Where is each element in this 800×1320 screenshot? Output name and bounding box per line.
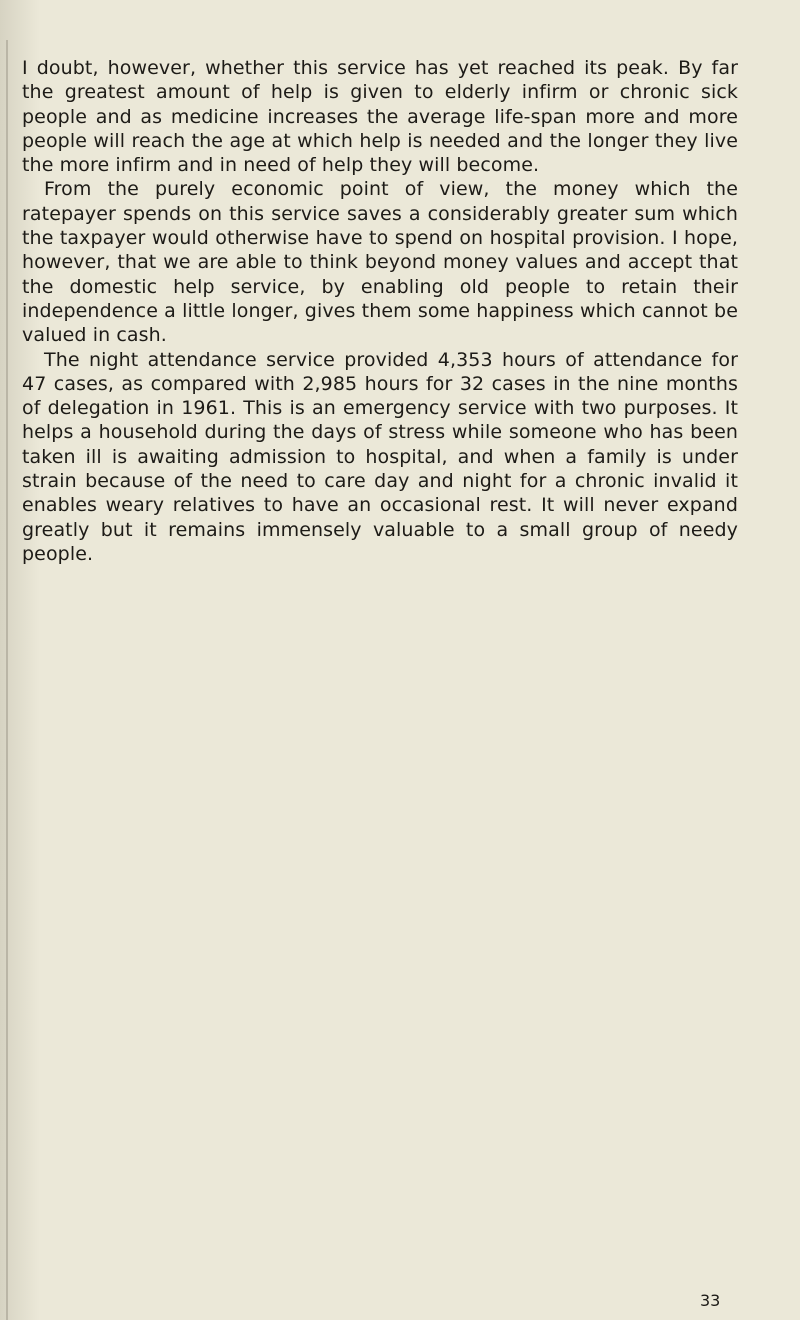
binding-gutter: [6, 40, 8, 1320]
paragraph-1: I doubt, however, whether this service has yet reached its peak. By far the greatest amount of help is given to elderly infirm or chronic sick people and as medicine increases the average life-span more and more people will reach the age at which help is needed and the longer they live the more infirm and in need of help they will become.: [22, 57, 738, 177]
paragraph-3: The night attendance service provided 4,353 hours of attendance for 47 cases, as compared with 2,985 hours for 32 cases in the nine months of delegation in 1961. This is an emergency service with two purposes. It helps a household during the days of stress while someone who has been taken ill is awaiting admission to hospital, and when a family is under strain because of the need to care day and night for a chronic invalid it enables weary relatives to have an occasional rest. It will never expand greatly but it remains immensely valuable to a small group of needy people.: [22, 348, 738, 565]
page-number: 33: [700, 1291, 721, 1310]
body-text: [22, 56, 738, 566]
paragraph-2: From the purely economic point of view, the money which the ratepayer spends on this service saves a considerably greater sum which the taxpayer would otherwise have to spend on hospital provision. I hope, however, that we are able to think beyond money values and accept that the domestic help service, by enabling old people to retain their independence a little longer, gives them some happiness which cannot be valued in cash.: [22, 178, 738, 347]
